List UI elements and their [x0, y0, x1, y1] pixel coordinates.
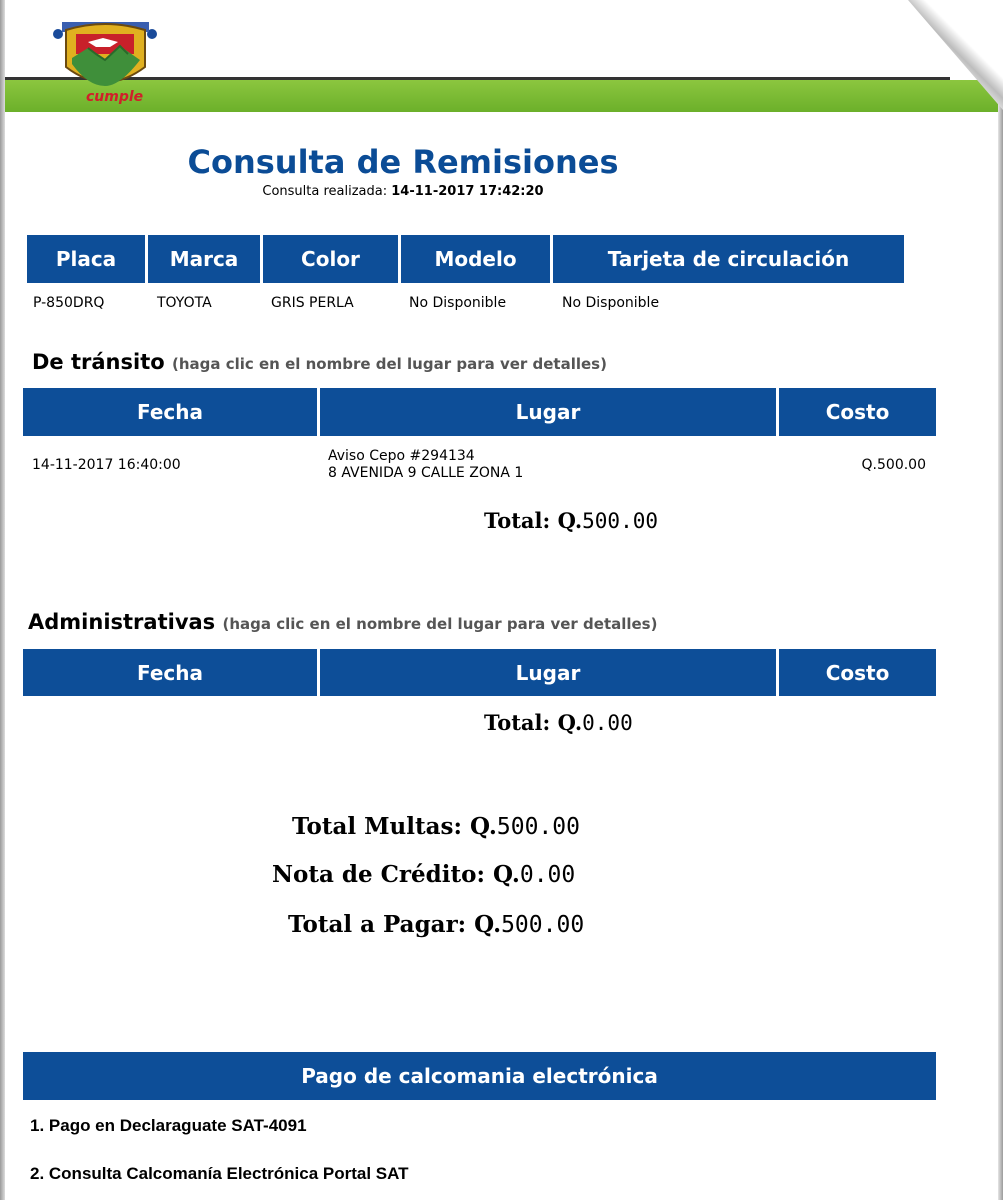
administrativas-col-costo: Costo: [779, 649, 936, 696]
transito-col-costo: Costo: [779, 388, 936, 436]
transito-hint: (haga clic en el nombre del lugar para ver detalles): [171, 355, 607, 373]
transito-col-lugar: Lugar: [320, 388, 776, 436]
logo-text: cumple: [86, 89, 144, 105]
total-pagar-value: 500.00: [501, 912, 585, 938]
nota-credito-value: 0.00: [519, 862, 576, 888]
municipal-logo: [48, 12, 163, 107]
page-frame-right: [998, 60, 1003, 1200]
administrativas-hint: (haga clic en el nombre del lugar para ver detalles): [222, 615, 658, 633]
transito-total: [484, 508, 658, 533]
vehicle-color: GRIS PERLA: [271, 295, 354, 311]
page-frame-left: [0, 0, 5, 1200]
transito-total-label: Total: Q.: [484, 508, 583, 533]
transito-row-lugar-line1: Aviso Cepo #294134: [328, 448, 475, 464]
query-timestamp-label: Consulta realizada:: [262, 184, 388, 199]
vehicle-tarjeta: No Disponible: [562, 295, 660, 311]
transito-row-lugar-line2: 8 AVENIDA 9 CALLE ZONA 1: [328, 465, 524, 481]
total-pagar-label: Total a Pagar: Q.: [288, 911, 502, 938]
transito-title-text: De tránsito: [32, 350, 165, 374]
administrativas-title-text: Administrativas: [28, 610, 216, 634]
page-title: Consulta de Remisiones: [187, 143, 619, 181]
total-multas-label: Total Multas: Q.: [292, 813, 497, 840]
administrativas-total-value: 0.00: [582, 711, 633, 735]
calcomania-link-declaraguate[interactable]: 1. Pago en Declaraguate SAT-4091: [30, 1116, 307, 1135]
administrativas-total: [484, 710, 633, 735]
vehicle-col-placa: Placa: [27, 235, 145, 283]
vehicle-col-marca: Marca: [148, 235, 260, 283]
transito-row-lugar-link[interactable]: [328, 448, 523, 482]
calcomania-header: Pago de calcomania electrónica: [23, 1052, 936, 1100]
transito-section-title: [32, 350, 607, 374]
vehicle-placa: P-850DRQ: [33, 295, 105, 311]
vehicle-col-tarjeta: Tarjeta de circulación: [553, 235, 904, 283]
calcomania-link-portal-sat[interactable]: 2. Consulta Calcomanía Electrónica Portal SAT: [30, 1164, 409, 1183]
vehicle-marca: TOYOTA: [157, 295, 212, 311]
total-multas: [292, 813, 580, 840]
transito-col-fecha: Fecha: [23, 388, 317, 436]
transito-row-costo: Q.500.00: [861, 457, 926, 473]
administrativas-col-fecha: Fecha: [23, 649, 317, 696]
nota-credito: [272, 861, 575, 888]
administrativas-section-title: [28, 610, 657, 634]
nota-credito-label: Nota de Crédito: Q.: [272, 861, 520, 888]
query-timestamp: [183, 184, 623, 199]
administrativas-total-label: Total: Q.: [484, 710, 583, 735]
vehicle-col-color: Color: [263, 235, 398, 283]
query-timestamp-value: 14-11-2017 17:42:20: [391, 184, 544, 199]
administrativas-col-lugar: Lugar: [320, 649, 776, 696]
vehicle-modelo: No Disponible: [409, 295, 507, 311]
total-pagar: [288, 911, 584, 938]
total-multas-value: 500.00: [496, 814, 580, 840]
vehicle-col-modelo: Modelo: [401, 235, 550, 283]
transito-row-fecha: 14-11-2017 16:40:00: [32, 457, 181, 473]
transito-total-value: 500.00: [582, 509, 658, 533]
